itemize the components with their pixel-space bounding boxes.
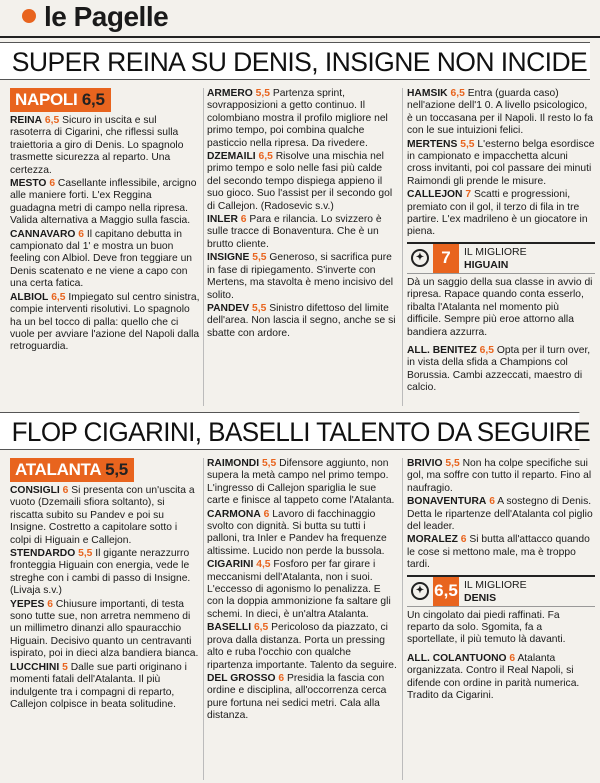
player-rating xyxy=(207,509,397,559)
player-name: MORALEZ xyxy=(407,534,458,546)
best-player-napoli xyxy=(407,242,595,274)
player-comment: Si butta all'attacco quando le cose si mettono male, ma è troppo tardi. xyxy=(407,534,590,571)
player-name: HAMSIK xyxy=(407,88,448,99)
player-vote: 5 xyxy=(62,661,68,673)
player-rating xyxy=(207,622,397,672)
player-comment: Sinistro difettoso del limite dell'area. Non lascia il segno, anche se si sbatte con ardore. xyxy=(207,302,396,339)
player-vote: 5,5 xyxy=(255,88,270,99)
player-name: MESTO xyxy=(10,178,47,190)
player-name: DZEMAILI xyxy=(207,151,256,163)
player-vote: 5,5 xyxy=(252,252,267,264)
player-rating xyxy=(10,599,200,661)
best-vote: 7 xyxy=(433,244,459,273)
player-comment: Generoso, si sacrifica pure in fase di ripiegamento. S'inverte con Mertens, ma stavolta è meno incisivo del solito. xyxy=(207,252,393,301)
player-name: BASELLI xyxy=(207,622,252,634)
best-name: HIGUAIN xyxy=(464,258,509,271)
headline-napoli: SUPER REINA SU DENIS, INSIGNE NON INCIDE xyxy=(0,42,590,80)
player-vote: 6 xyxy=(47,598,53,610)
best-name: DENIS xyxy=(464,591,497,604)
player-name: CIGARINI xyxy=(207,559,254,571)
player-vote: 5,5 xyxy=(252,302,267,314)
napoli-column-1 xyxy=(10,88,200,408)
player-comment: Pericoloso da piazzato, ci prova dalla distanza. Porta un pressing alto e ruba l'occhio con qualche ripartenza importante. Talento da seguire. xyxy=(207,622,397,671)
player-name: LUCCHINI xyxy=(10,661,60,673)
player-rating xyxy=(407,458,595,495)
player-rating xyxy=(407,534,595,571)
player-rating xyxy=(407,88,595,138)
player-vote: 6 xyxy=(489,496,495,508)
player-rating xyxy=(207,151,397,213)
napoli-players-c xyxy=(407,88,595,239)
section-title: le Pagelle xyxy=(44,1,169,32)
player-comment: Risolve una mischia nel primo tempo e solo nelle fasi più calde del secondo tempo dispiega appieno il suo gioco. Suo l'assist per il secondo gol di Callejon. (Radosevic s.v.) xyxy=(207,151,393,212)
player-comment: L'esterno belga esordisce in campionato e impacchetta alcuni cross invitanti, poi col passare dei minuti Raimondi gli prende le misure. xyxy=(407,138,595,187)
player-comment: Sicuro in uscita e sul rasoterra di Cigarini, che riflessi sulla traiettoria a giro di Denis. Lo spagnolo trasmette sicurezza al reparto. Una certezza. xyxy=(10,115,184,176)
player-rating xyxy=(10,485,200,547)
player-vote: 6,5 xyxy=(51,291,66,303)
coach-atalanta: ALL. COLANTUONO 6 Atalanta organizzata. Contro il Real Napoli, si difende con ordine in parità numerica. Tradito da Cigarini. xyxy=(407,652,580,702)
coach-napoli: ALL. BENITEZ 6,5 Opta per il turn over, in vista della sfida a Champions col Borussia. Cambi azzeccati, maestro di calcio. xyxy=(407,344,591,394)
player-rating xyxy=(207,303,397,340)
team-name: ATALANTA xyxy=(15,460,101,479)
player-rating xyxy=(207,673,397,723)
player-comment: Casellante inflessibile, arcigno alle maniere forti. L'ex Reggina guadagna metri di campo nella ripresa. Valida alternativa a Maggio sulla fascia. xyxy=(10,178,197,227)
player-name: BONAVENTURA xyxy=(407,496,487,508)
atalanta-column-2 xyxy=(207,458,397,783)
player-name: ARMERO xyxy=(207,88,253,99)
atalanta-column-1 xyxy=(10,458,200,783)
napoli-column-3 xyxy=(407,88,595,408)
player-rating xyxy=(10,548,200,598)
atalanta-players-a xyxy=(10,485,200,711)
best-text: Un cingolato dai piedi raffinati. Fa reparto da solo. Sgomita, fa a sportellate, il più temuto là davanti. xyxy=(407,609,566,646)
best-label: IL MIGLIORE xyxy=(464,578,527,591)
player-comment: Impiegato sul centro sinistra, compie interventi risolutivi. Lo spagnolo ha un bel tocco di palla: quello che ci vuole per avviare l'azione del Napoli dalla retroguardia. xyxy=(10,291,200,353)
player-rating xyxy=(10,178,200,228)
player-comment: Difensore aggiunto, non supera la metà campo nel primo tempo. L'ingresso di Callejon spariglia le sue carte e finisce al tappeto come l'Atalanta. xyxy=(207,458,395,507)
player-name: CALLEJON xyxy=(407,189,463,201)
player-comment: Fosforo per far girare i meccanismi dell'Atalanta, non i suoi. L'eccesso di agonismo lo penalizza. E con la doppia ammonizione fa saltare gli schemi. In dieci, è un'altra Atalanta. xyxy=(207,559,391,620)
player-vote: 5,5 xyxy=(445,458,460,469)
best-text: Dà un saggio della sua classe in avvio di ripresa. Rapace quando conta esserlo, ribalta l'Atalanta nel momento più difficile. Sempre più eroe attorno alla bandiera azzurra. xyxy=(407,276,593,338)
player-name: RAIMONDI xyxy=(207,458,260,469)
napoli-players-a xyxy=(10,115,200,354)
player-vote: 6,5 xyxy=(44,115,60,126)
player-name: INSIGNE xyxy=(207,252,250,264)
player-vote: 6 xyxy=(62,485,69,496)
player-name: MERTENS xyxy=(407,138,458,150)
player-rating xyxy=(407,139,595,189)
player-vote: 7 xyxy=(465,189,472,201)
player-vote: 5,5 xyxy=(261,458,277,469)
player-comment: Presidia la fascia con ordine e disciplina, all'occorrenza cerca pure fortuna nei sedici metri. Cala alla distanza. xyxy=(207,672,387,722)
best-label: IL MIGLIORE xyxy=(464,245,527,258)
player-vote: 6,5 xyxy=(253,622,269,634)
team-label-napoli xyxy=(10,88,111,112)
player-name: CONSIGLI xyxy=(10,485,60,496)
atalanta-players-b xyxy=(207,458,397,723)
player-vote: 6 xyxy=(278,672,285,684)
medal-icon: ✦ xyxy=(407,577,433,606)
player-rating xyxy=(10,292,200,354)
player-comment: Scatti e progressioni, premiato con il gol, il terzo di fila in tre partire. L'ex madrileno è un giocatore in piena. xyxy=(407,189,588,238)
column-rule xyxy=(402,88,403,406)
medal-icon: ✦ xyxy=(407,244,433,273)
best-vote: 6,5 xyxy=(433,577,459,606)
player-rating xyxy=(207,214,397,251)
napoli-players-b xyxy=(207,88,397,340)
player-name: INLER xyxy=(207,214,238,226)
player-vote: 6 xyxy=(460,534,467,546)
player-comment: Chiusure importanti, di testa sono tutte sue, non arretra nemmeno di un millimetro dinanzi allo spauracchio Higuain. Decisivo quanto un centravanti ispirato, poi in dieci alza bandiera bianca. xyxy=(10,598,199,660)
player-vote: 6 xyxy=(78,228,85,240)
player-rating xyxy=(10,662,200,712)
player-name: ALBIOL xyxy=(10,291,49,303)
player-vote: 6 xyxy=(49,178,56,190)
player-name: BRIVIO xyxy=(407,458,443,469)
player-rating xyxy=(207,252,397,302)
player-comment: Il capitano debutta in campionato dal 1' e mostra un buon feeling con Albiol. Deve fron teggiare un Denis scatenato e ne viene a capo con una certa fatica. xyxy=(10,228,193,290)
player-rating xyxy=(207,559,397,621)
atalanta-players-c xyxy=(407,458,595,572)
player-vote: 6 xyxy=(263,508,270,520)
player-name: YEPES xyxy=(10,598,45,610)
player-rating xyxy=(10,115,200,177)
best-player-atalanta xyxy=(407,575,595,607)
player-name: REINA xyxy=(10,115,43,126)
player-vote: 4,5 xyxy=(256,559,271,571)
masthead xyxy=(0,0,600,38)
atalanta-column-3 xyxy=(407,458,595,783)
column-rule xyxy=(203,88,204,406)
player-comment: A sostegno di Denis. Detta le ripartenze dell'Atalanta col piglio del leader. xyxy=(407,496,593,533)
headline-atalanta: FLOP CIGARINI, BASELLI TALENTO DA SEGUIRE xyxy=(0,412,579,450)
player-rating xyxy=(207,88,397,150)
player-comment: Si presenta con un'uscita a vuoto (Dzemaili sfiora soltanto), si riscatta subito su Pandev e poi su Insigne. Costretto a capitolare sotto i colpi di Higuain e Callejon. xyxy=(10,485,195,546)
player-comment: Para e rilancia. Lo svizzero è sulle tracce di Bonaventura. Che è un brutto cliente. xyxy=(207,214,382,250)
player-comment: Non ha colpe specifiche sui gol, ma soffre con tutto il reparto. Fino al naufragio. xyxy=(407,458,592,494)
player-comment: Partenza sprint, sovrapposizioni a getto continuo. Il colombiano mostra il profilo migliore nel primo tempo, poi combina qualche pasticcio nella ripresa. Da rivedere. xyxy=(207,88,388,149)
column-rule xyxy=(203,458,204,780)
team-label-atalanta xyxy=(10,458,134,482)
player-comment: Lavoro di facchinaggio svolto con dignità. Si butta su tutti i palloni, tra Inler e Pandev ha frequenze altissime. Lucido non perde la bussola. xyxy=(207,508,387,557)
column-rule xyxy=(402,458,403,780)
player-vote: 5,5 xyxy=(78,548,93,560)
team-name: NAPOLI xyxy=(15,90,78,109)
napoli-column-2 xyxy=(207,88,397,408)
player-comment: Entra (guarda caso) nell'azione dell'1 0. A livello psicologico, è un toccasana per il Napoli. Il resto lo fa con le sue intuizioni felici. xyxy=(407,88,594,137)
team-vote: 5,5 xyxy=(105,460,128,479)
player-rating xyxy=(407,189,595,239)
player-comment: Dalle sue parti originano i momenti fatali dell'Atalanta. Il più indulgente tra i compagni di reparto, Callejon colpisce in beata solitudine. xyxy=(10,661,187,710)
player-rating xyxy=(407,496,595,533)
section-dot-icon xyxy=(22,9,36,23)
player-name: STENDARDO xyxy=(10,548,76,560)
player-name: CANNAVARO xyxy=(10,228,76,240)
player-vote: 6,5 xyxy=(450,88,465,99)
player-rating xyxy=(207,458,397,508)
player-vote: 6,5 xyxy=(258,151,273,163)
player-comment: Il gigante nerazzurro fronteggia Higuain con energia, vede le streghe con i cambi di passo di Insigne. (Livaja s.v.) xyxy=(10,548,191,597)
player-vote: 5,5 xyxy=(460,138,475,150)
player-name: DEL GROSSO xyxy=(207,672,276,684)
player-rating xyxy=(10,229,200,291)
team-vote: 6,5 xyxy=(81,90,105,109)
player-vote: 6 xyxy=(240,214,247,226)
player-name: PANDEV xyxy=(207,302,250,314)
player-name: CARMONA xyxy=(207,508,261,520)
